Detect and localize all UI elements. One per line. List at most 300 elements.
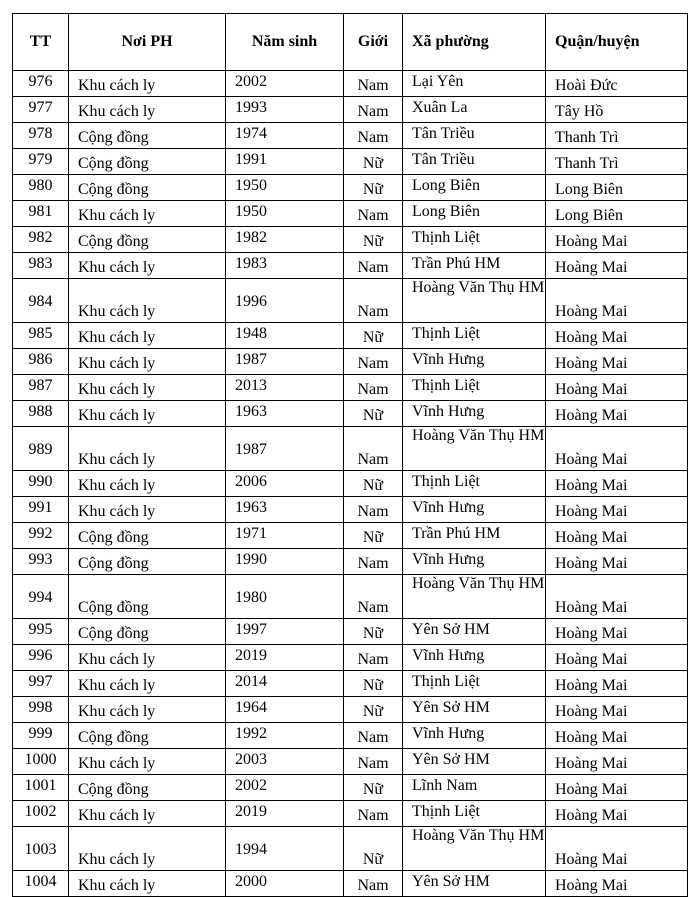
row-nam-sinh: 1974 [235,125,267,142]
row-tt: 990 [28,473,53,490]
row-nam-sinh-cell [226,471,344,497]
row-gioi-cell [344,349,403,375]
row-xa-phuong-cell [403,349,546,375]
header-quan-huyen: Quận/huyện [546,14,688,71]
row-nam-sinh: 2000 [235,873,267,890]
table-row [13,401,688,427]
row-quan-huyen-cell [546,575,688,619]
row-noi-ph-cell [69,375,226,401]
row-tt: 988 [28,403,53,420]
row-noi-ph-cell [69,71,226,97]
row-nam-sinh-cell [226,523,344,549]
row-quan-huyen: Hoàng Mai [555,407,628,424]
row-xa-phuong: Hoàng Văn Thụ HM [412,279,545,296]
row-nam-sinh: 2002 [235,73,267,90]
row-gioi-cell [344,97,403,123]
row-nam-sinh: 1990 [235,551,267,568]
table-row [13,471,688,497]
row-gioi-cell [344,175,403,201]
table-row [13,323,688,349]
row-tt-cell [13,775,69,801]
row-noi-ph-cell [69,201,226,227]
header-nam-sinh: Năm sinh [226,14,344,71]
row-gioi-cell [344,827,403,871]
row-tt-cell [13,349,69,375]
row-tt: 1002 [24,803,57,820]
row-tt: 996 [28,647,53,664]
row-noi-ph-cell [69,123,226,149]
row-nam-sinh: 1982 [235,229,267,246]
row-xa-phuong: Trần Phú HM [412,255,501,272]
row-quan-huyen-cell [546,279,688,323]
row-xa-phuong-cell [403,471,546,497]
row-xa-phuong-cell [403,645,546,671]
row-quan-huyen: Hoàng Mai [555,677,628,694]
table-row [13,775,688,801]
row-gioi: Nữ [362,155,384,172]
row-quan-huyen: Hoàng Mai [555,355,628,372]
row-xa-phuong-cell [403,253,546,279]
header-tt: TT [13,14,69,71]
row-xa-phuong-cell [403,227,546,253]
row-nam-sinh-cell [226,549,344,575]
row-xa-phuong-cell [403,375,546,401]
row-gioi-cell [344,697,403,723]
row-tt-cell [13,71,69,97]
row-gioi-cell [344,723,403,749]
row-xa-phuong: Thịnh Liệt [412,377,480,394]
row-xa-phuong: Hoàng Văn Thụ HM [412,827,545,844]
row-gioi-cell [344,375,403,401]
row-noi-ph-cell [69,471,226,497]
row-noi-ph: Cộng đồng [78,529,149,546]
row-xa-phuong-cell [403,201,546,227]
row-quan-huyen: Tây Hồ [555,103,604,120]
row-xa-phuong-cell [403,871,546,897]
row-tt-cell [13,619,69,645]
row-gioi-cell [344,471,403,497]
row-xa-phuong: Hoàng Văn Thụ HM [412,575,545,592]
row-tt-cell [13,523,69,549]
row-tt-cell [13,575,69,619]
table-row [13,523,688,549]
row-tt-cell [13,723,69,749]
row-noi-ph: Khu cách ly [78,807,156,824]
row-nam-sinh: 1987 [235,441,267,458]
row-tt: 976 [28,73,53,90]
row-noi-ph-cell [69,149,226,175]
row-nam-sinh-cell [226,349,344,375]
header-gioi: Giới [344,14,403,71]
row-quan-huyen: Hoàng Mai [555,851,628,868]
row-tt-cell [13,375,69,401]
row-nam-sinh: 1994 [235,841,267,858]
row-tt: 989 [28,441,53,458]
row-gioi: Nữ [362,703,384,720]
row-noi-ph-cell [69,97,226,123]
row-quan-huyen-cell [546,871,688,897]
table-row [13,619,688,645]
row-gioi: Nam [357,651,389,668]
row-nam-sinh: 2006 [235,473,267,490]
row-quan-huyen-cell [546,697,688,723]
row-tt-cell [13,697,69,723]
row-gioi: Nữ [362,407,384,424]
row-tt-cell [13,827,69,871]
row-nam-sinh: 1948 [235,325,267,342]
row-quan-huyen: Hoài Đức [555,77,618,94]
row-tt: 985 [28,325,53,342]
row-nam-sinh: 2019 [235,803,267,820]
row-nam-sinh: 1963 [235,499,267,516]
row-nam-sinh-cell [226,149,344,175]
row-quan-huyen: Hoàng Mai [555,329,628,346]
row-tt: 986 [28,351,53,368]
row-gioi-cell [344,279,403,323]
row-quan-huyen: Hoàng Mai [555,529,628,546]
row-nam-sinh: 1997 [235,621,267,638]
table-row [13,549,688,575]
row-quan-huyen-cell [546,619,688,645]
row-tt-cell [13,323,69,349]
row-quan-huyen-cell [546,827,688,871]
row-noi-ph-cell [69,575,226,619]
row-noi-ph-cell [69,775,226,801]
row-noi-ph-cell [69,549,226,575]
row-xa-phuong-cell [403,175,546,201]
row-gioi: Nam [357,303,389,320]
row-noi-ph: Khu cách ly [78,207,156,224]
row-noi-ph-cell [69,401,226,427]
row-quan-huyen-cell [546,549,688,575]
row-gioi: Nữ [362,329,384,346]
row-tt: 978 [28,125,53,142]
row-noi-ph: Khu cách ly [78,477,156,494]
row-xa-phuong: Tân Triều [412,125,475,142]
row-noi-ph-cell [69,827,226,871]
row-tt-cell [13,549,69,575]
row-xa-phuong: Yên Sở HM [412,621,490,638]
row-quan-huyen: Hoàng Mai [555,877,628,894]
row-quan-huyen-cell [546,123,688,149]
row-gioi: Nam [357,355,389,372]
row-gioi-cell [344,123,403,149]
row-xa-phuong-cell [403,549,546,575]
row-noi-ph-cell [69,671,226,697]
row-quan-huyen: Hoàng Mai [555,651,628,668]
row-nam-sinh: 1963 [235,403,267,420]
row-noi-ph: Cộng đồng [78,625,149,642]
row-tt: 987 [28,377,53,394]
row-nam-sinh-cell [226,575,344,619]
row-nam-sinh: 1987 [235,351,267,368]
row-nam-sinh: 2019 [235,647,267,664]
row-noi-ph-cell [69,497,226,523]
table-row [13,201,688,227]
row-nam-sinh-cell [226,775,344,801]
row-xa-phuong-cell [403,619,546,645]
row-xa-phuong: Trần Phú HM [412,525,501,542]
row-quan-huyen-cell [546,523,688,549]
row-xa-phuong: Yên Sở HM [412,699,490,716]
row-noi-ph-cell [69,227,226,253]
row-noi-ph-cell [69,645,226,671]
row-noi-ph-cell [69,253,226,279]
row-nam-sinh-cell [226,175,344,201]
row-gioi-cell [344,645,403,671]
row-quan-huyen: Hoàng Mai [555,703,628,720]
row-noi-ph-cell [69,871,226,897]
row-gioi-cell [344,201,403,227]
row-noi-ph: Khu cách ly [78,77,156,94]
row-nam-sinh: 2014 [235,673,267,690]
table-body [13,71,688,897]
row-tt-cell [13,749,69,775]
row-nam-sinh: 1980 [235,589,267,606]
row-nam-sinh-cell [226,801,344,827]
table-row [13,671,688,697]
row-gioi: Nữ [362,233,384,250]
row-xa-phuong-cell [403,801,546,827]
row-gioi: Nữ [362,477,384,494]
row-nam-sinh: 1971 [235,525,267,542]
row-gioi: Nam [357,599,389,616]
row-xa-phuong-cell [403,401,546,427]
row-noi-ph: Khu cách ly [78,407,156,424]
row-quan-huyen-cell [546,645,688,671]
row-gioi: Nữ [362,529,384,546]
row-nam-sinh-cell [226,723,344,749]
header-noi-ph: Nơi PH [69,14,226,71]
row-quan-huyen: Thanh Trì [555,155,619,172]
row-tt-cell [13,645,69,671]
row-quan-huyen: Hoàng Mai [555,503,628,520]
row-gioi: Nam [357,807,389,824]
row-gioi: Nữ [362,625,384,642]
row-nam-sinh: 2002 [235,777,267,794]
row-tt: 994 [28,589,53,606]
row-xa-phuong-cell [403,827,546,871]
row-noi-ph: Khu cách ly [78,451,156,468]
table-row [13,871,688,897]
row-tt: 991 [28,499,53,516]
row-noi-ph: Khu cách ly [78,329,156,346]
row-noi-ph-cell [69,723,226,749]
row-gioi-cell [344,149,403,175]
header-xa-phuong: Xã phường [403,14,546,71]
row-gioi: Nam [357,555,389,572]
row-tt: 1003 [24,841,57,858]
row-quan-huyen: Hoàng Mai [555,381,628,398]
row-gioi-cell [344,253,403,279]
row-nam-sinh-cell [226,427,344,471]
row-nam-sinh-cell [226,827,344,871]
row-noi-ph: Cộng đồng [78,155,149,172]
row-noi-ph-cell [69,323,226,349]
row-xa-phuong-cell [403,575,546,619]
row-nam-sinh: 2003 [235,751,267,768]
row-noi-ph-cell [69,349,226,375]
table-row [13,827,688,871]
row-tt: 979 [28,151,53,168]
row-quan-huyen-cell [546,427,688,471]
table-row [13,149,688,175]
row-nam-sinh: 1993 [235,99,267,116]
row-quan-huyen-cell [546,227,688,253]
row-quan-huyen-cell [546,801,688,827]
table-row [13,497,688,523]
row-xa-phuong-cell [403,523,546,549]
row-quan-huyen-cell [546,375,688,401]
row-quan-huyen: Long Biên [555,207,623,224]
row-tt: 981 [28,203,53,220]
table-row [13,227,688,253]
row-nam-sinh: 1950 [235,203,267,220]
row-nam-sinh-cell [226,645,344,671]
row-gioi-cell [344,801,403,827]
row-nam-sinh-cell [226,123,344,149]
row-quan-huyen-cell [546,775,688,801]
table-row [13,697,688,723]
table-row [13,349,688,375]
row-gioi: Nữ [362,181,384,198]
row-nam-sinh-cell [226,671,344,697]
row-noi-ph-cell [69,749,226,775]
row-xa-phuong: Vĩnh Hưng [412,403,485,420]
row-noi-ph: Khu cách ly [78,851,156,868]
row-noi-ph: Cộng đồng [78,555,149,572]
row-nam-sinh: 1992 [235,725,267,742]
table-row [13,97,688,123]
row-tt: 992 [28,525,53,542]
row-gioi: Nữ [362,677,384,694]
table-row [13,253,688,279]
row-xa-phuong-cell [403,149,546,175]
row-tt-cell [13,401,69,427]
row-quan-huyen: Thanh Trì [555,129,619,146]
row-nam-sinh-cell [226,323,344,349]
row-xa-phuong-cell [403,749,546,775]
row-gioi: Nam [357,503,389,520]
table-row [13,279,688,323]
row-nam-sinh-cell [226,401,344,427]
table-row [13,749,688,775]
row-tt: 993 [28,551,53,568]
row-gioi-cell [344,619,403,645]
row-quan-huyen-cell [546,97,688,123]
row-tt-cell [13,497,69,523]
row-tt-cell [13,123,69,149]
row-noi-ph: Khu cách ly [78,103,156,120]
row-noi-ph: Cộng đồng [78,781,149,798]
row-noi-ph-cell [69,801,226,827]
row-tt-cell [13,671,69,697]
row-gioi-cell [344,575,403,619]
row-noi-ph-cell [69,619,226,645]
row-tt-cell [13,471,69,497]
row-xa-phuong: Vĩnh Hưng [412,647,485,664]
table-row [13,123,688,149]
row-quan-huyen: Hoàng Mai [555,303,628,320]
row-xa-phuong-cell [403,123,546,149]
row-gioi-cell [344,497,403,523]
row-quan-huyen-cell [546,71,688,97]
row-gioi: Nam [357,877,389,894]
row-xa-phuong: Long Biên [412,177,480,194]
row-quan-huyen-cell [546,253,688,279]
row-quan-huyen: Hoàng Mai [555,729,628,746]
row-quan-huyen-cell [546,749,688,775]
row-quan-huyen: Long Biên [555,181,623,198]
row-tt: 1000 [24,751,57,768]
row-gioi-cell [344,523,403,549]
row-tt: 995 [28,621,53,638]
table-row [13,71,688,97]
row-nam-sinh: 1964 [235,699,267,716]
cases-table [12,13,688,897]
row-xa-phuong: Vĩnh Hưng [412,551,485,568]
row-xa-phuong-cell [403,697,546,723]
row-noi-ph: Khu cách ly [78,677,156,694]
row-noi-ph-cell [69,279,226,323]
row-noi-ph: Cộng đồng [78,233,149,250]
row-noi-ph: Khu cách ly [78,259,156,276]
row-nam-sinh-cell [226,497,344,523]
row-tt: 1004 [24,873,57,890]
row-gioi-cell [344,549,403,575]
row-quan-huyen: Hoàng Mai [555,259,628,276]
table-row [13,801,688,827]
row-xa-phuong: Xuân La [412,99,468,116]
row-quan-huyen-cell [546,497,688,523]
row-xa-phuong-cell [403,71,546,97]
row-noi-ph-cell [69,427,226,471]
row-quan-huyen-cell [546,671,688,697]
row-noi-ph: Cộng đồng [78,729,149,746]
row-noi-ph: Khu cách ly [78,303,156,320]
row-tt-cell [13,801,69,827]
row-xa-phuong: Yên Sở HM [412,873,490,890]
row-quan-huyen-cell [546,201,688,227]
row-gioi-cell [344,749,403,775]
row-nam-sinh-cell [226,697,344,723]
row-tt: 997 [28,673,53,690]
row-gioi-cell [344,671,403,697]
row-noi-ph: Khu cách ly [78,651,156,668]
table-row [13,723,688,749]
row-quan-huyen-cell [546,471,688,497]
row-nam-sinh-cell [226,619,344,645]
row-tt-cell [13,871,69,897]
row-xa-phuong-cell [403,775,546,801]
row-nam-sinh-cell [226,375,344,401]
row-gioi-cell [344,323,403,349]
row-xa-phuong: Thịnh Liệt [412,803,480,820]
row-xa-phuong: Vĩnh Hưng [412,725,485,742]
table-row [13,427,688,471]
row-quan-huyen-cell [546,723,688,749]
table-row [13,375,688,401]
row-nam-sinh: 1950 [235,177,267,194]
row-gioi: Nam [357,129,389,146]
row-gioi-cell [344,427,403,471]
row-gioi-cell [344,871,403,897]
row-noi-ph-cell [69,697,226,723]
row-xa-phuong: Lĩnh Nam [412,777,478,794]
row-tt-cell [13,227,69,253]
row-gioi: Nữ [362,851,384,868]
row-tt: 1001 [24,777,57,794]
